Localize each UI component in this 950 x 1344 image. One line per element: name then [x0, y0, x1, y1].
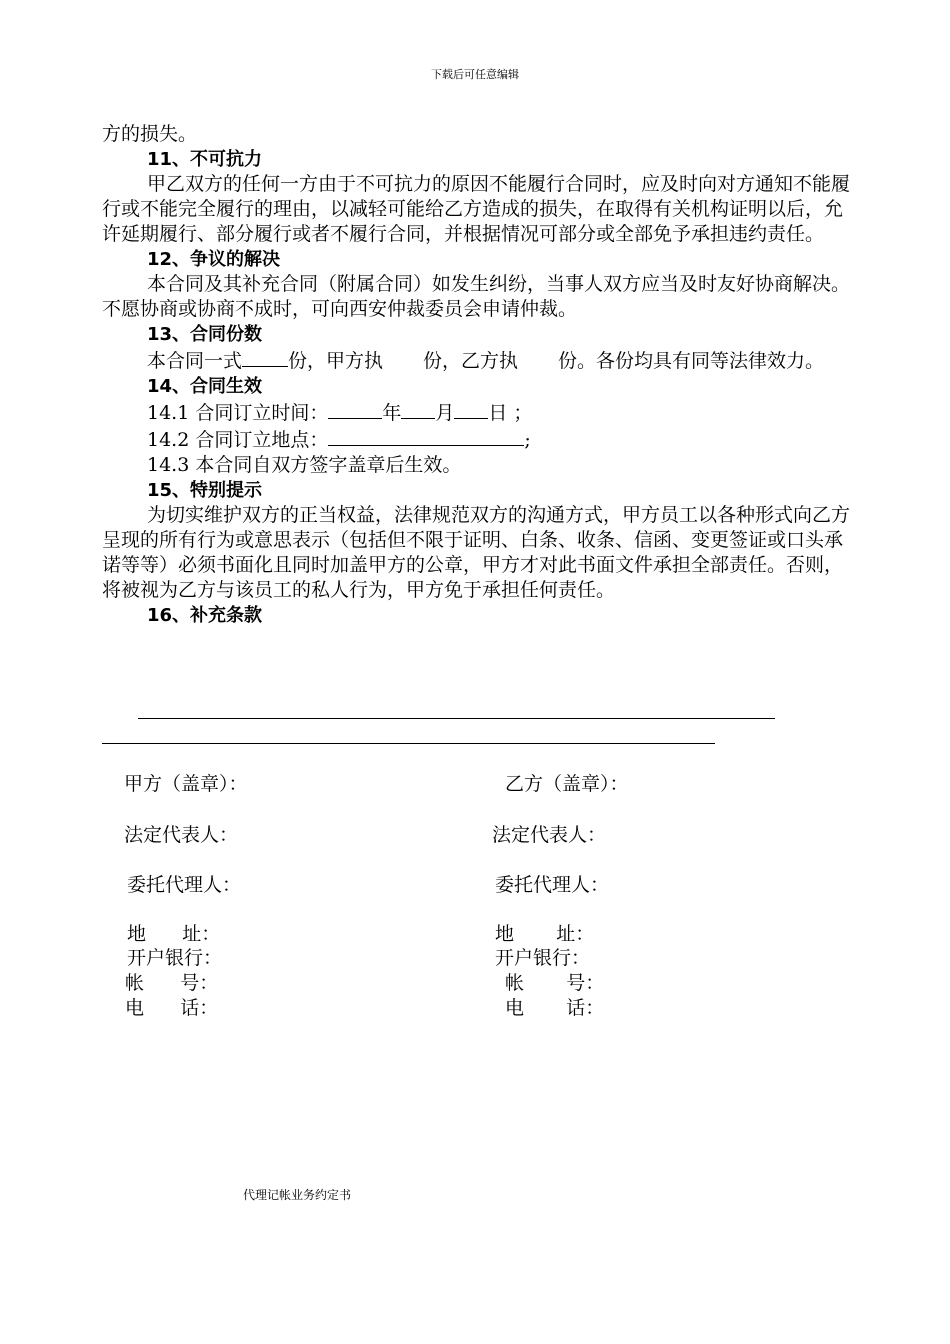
day-label: 日 ；	[488, 402, 533, 424]
copies-a-label: 份，甲方执	[288, 350, 384, 372]
section-11-title: 11、不可抗力	[147, 149, 263, 170]
party-a-seal: 甲方（盖章）：	[124, 773, 248, 795]
year-label: 年	[382, 402, 402, 424]
sign-place-end: ;	[524, 429, 531, 451]
copies-total-blank[interactable]	[242, 347, 288, 367]
year-blank[interactable]	[328, 399, 382, 419]
sign-date-label: 14.1 合同订立时间：	[147, 402, 329, 424]
copies-total-label: 本合同一式	[147, 350, 243, 372]
party-b-seal: 乙方（盖章）：	[505, 773, 629, 795]
copies-b-label: 份，乙方执	[423, 350, 519, 372]
continued-text: 方的损失。	[102, 123, 198, 145]
section-11-text: 甲乙双方的任何一方由于不可抗力的原因不能履行合同时，应及时向对方通知不能履行或不能完全履行的理由，以减轻可能给乙方造成的损失，在取得有关机构证明以后，允许延期履行、部分履行或者不履行合同，并根据情况可部分或全部免予承担违约责任。	[102, 173, 851, 245]
section-14-1	[102, 399, 860, 426]
section-13-title: 13、合同份数	[147, 324, 263, 345]
copies-validity-text: 份。各份均具有同等法律效力。	[558, 350, 825, 372]
party-a-address: 地 址：	[127, 923, 221, 945]
contract-body	[102, 122, 860, 628]
party-b-rep: 法定代表人：	[492, 824, 607, 846]
party-b-bank: 开户银行：	[495, 947, 591, 969]
month-label: 月	[435, 402, 455, 424]
party-a-agent: 委托代理人：	[127, 874, 242, 896]
section-14-title: 14、合同生效	[147, 376, 263, 397]
supplement-line-1[interactable]	[138, 718, 775, 719]
sign-place-label: 14.2 合同订立地点：	[147, 429, 329, 451]
party-a-phone: 电 话：	[125, 997, 219, 1019]
section-16-title: 16、补充条款	[147, 605, 263, 626]
section-15-title: 15、特别提示	[147, 480, 263, 501]
party-a-bank: 开户银行：	[127, 947, 223, 969]
day-blank[interactable]	[454, 399, 488, 419]
party-a-account: 帐 号：	[125, 972, 219, 994]
page-footer: 代理记帐业务约定书	[243, 1188, 352, 1202]
sign-place-blank[interactable]	[328, 426, 524, 446]
section-15-text: 为切实维护双方的正当权益，法律规范双方的沟通方式，甲方员工以各种形式向乙方呈现的所有行为或意思表示（包括但不限于证明、白条、收条、信函、变更签证或口头承诺等等）必须书面化且同时加盖甲方的公章，甲方才对此书面文件承担全部责任。否则，将被视为乙方与该员工的私人行为，甲方免于承担任何责任。	[102, 504, 851, 601]
section-14-3: 14.3 本合同自双方签字盖章后生效。	[147, 454, 462, 476]
supplement-line-2[interactable]	[102, 743, 715, 744]
party-b-phone: 电 话：	[505, 997, 605, 1019]
section-13-text	[102, 347, 860, 374]
month-blank[interactable]	[401, 399, 435, 419]
party-b-account: 帐 号：	[505, 972, 605, 994]
party-b-agent: 委托代理人：	[495, 874, 610, 896]
page-header: 下载后可任意编辑	[431, 68, 519, 81]
party-b-address: 地 址：	[495, 923, 595, 945]
section-14-2	[102, 426, 860, 453]
party-a-rep: 法定代表人：	[124, 824, 239, 846]
section-12-title: 12、争议的解决	[147, 249, 281, 270]
section-12-text: 本合同及其补充合同（附属合同）如发生纠纷，当事人双方应当及时友好协商解决。不愿协商或协商不成时，可向西安仲裁委员会申请仲裁。	[102, 273, 851, 320]
